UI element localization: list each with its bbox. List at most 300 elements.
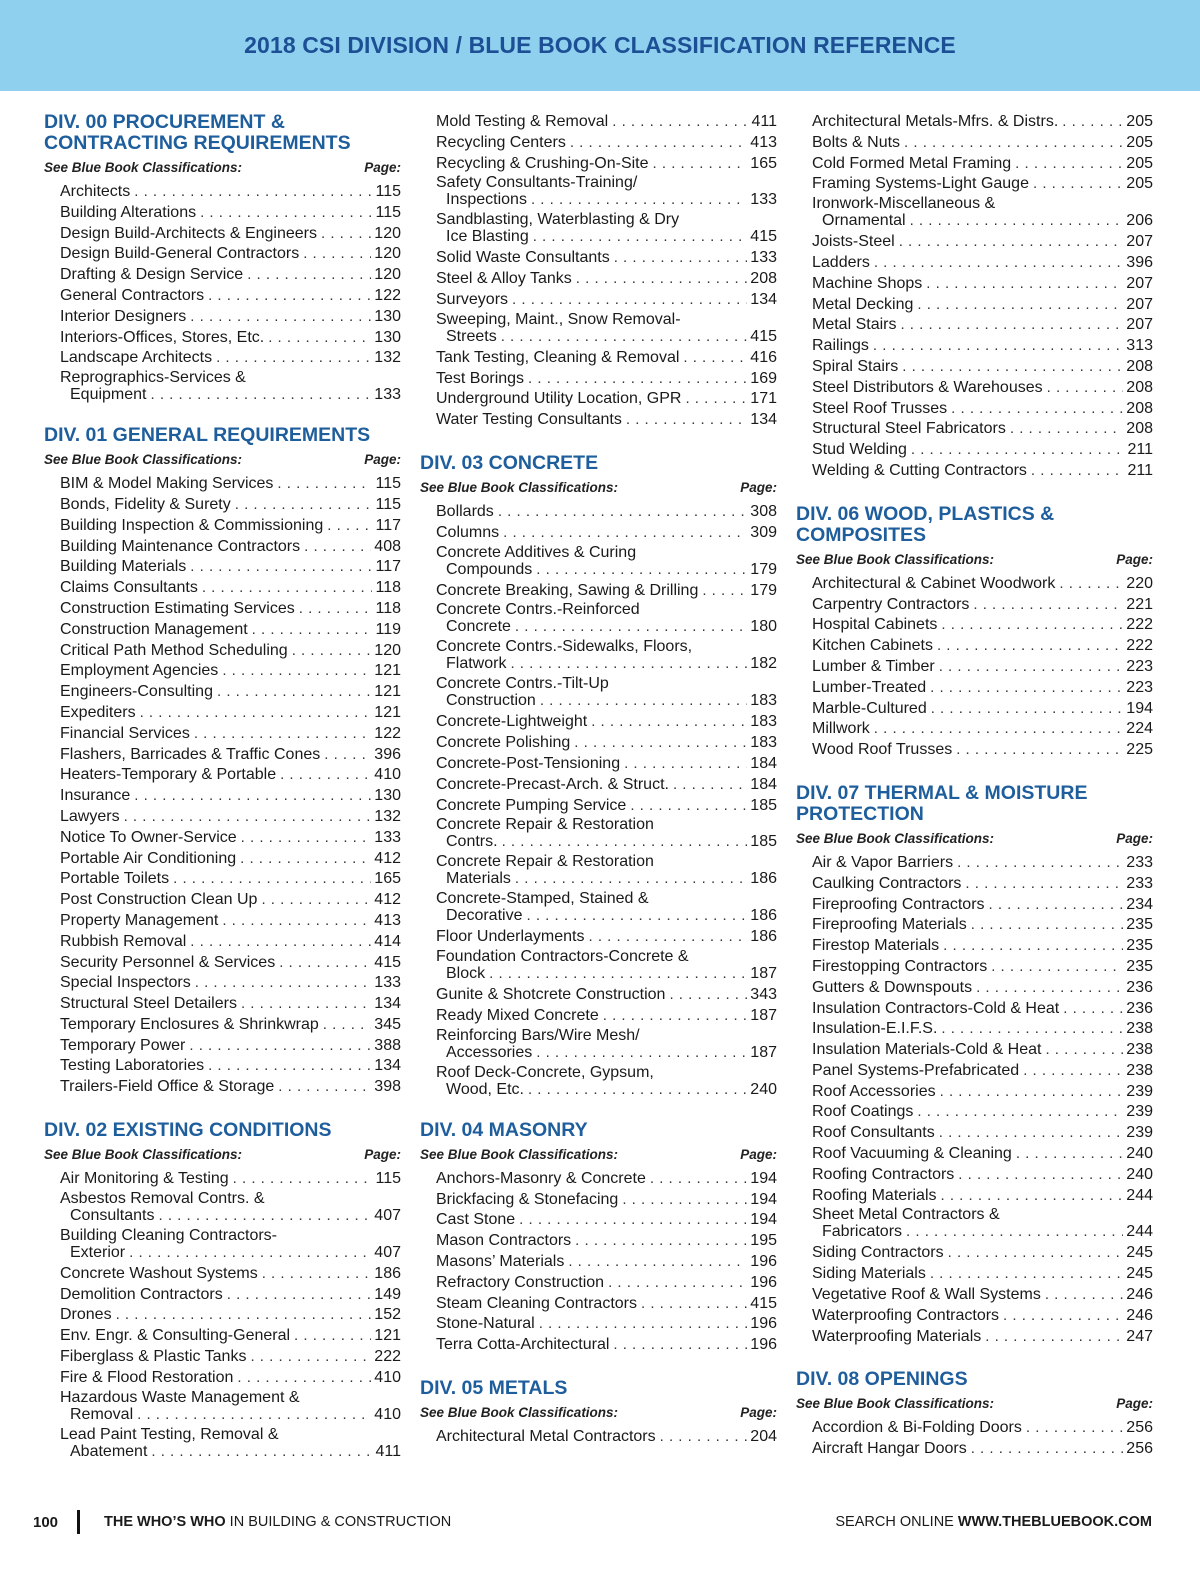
classification-entry[interactable] (812, 357, 1153, 378)
entry-page: 187 (750, 965, 777, 983)
entry-label-continued: Exterior (70, 1243, 126, 1261)
classification-entry[interactable] (60, 1326, 401, 1347)
classification-entry[interactable] (812, 253, 1153, 274)
classification-entry[interactable] (436, 1027, 777, 1061)
dot-leader (190, 932, 371, 953)
entry-row (812, 699, 1153, 720)
classification-entry[interactable] (60, 724, 401, 745)
classification-entry[interactable] (436, 1294, 777, 1315)
classification-entry[interactable] (60, 369, 401, 403)
entry-page: 256 (1126, 1440, 1153, 1458)
classification-entry[interactable] (60, 620, 401, 641)
classification-entry[interactable] (812, 461, 1153, 482)
dot-leader (874, 253, 1123, 274)
dot-leader (241, 994, 371, 1015)
classification-entry[interactable] (60, 1368, 401, 1389)
classification-entry[interactable] (812, 133, 1153, 154)
classification-entry[interactable] (436, 1335, 777, 1356)
classification-entry[interactable] (812, 1040, 1153, 1061)
dot-leader (965, 874, 1123, 895)
entry-page: 180 (750, 618, 777, 636)
entry-label: Vegetative Roof & Wall Systems (812, 1286, 1041, 1304)
dot-leader (151, 386, 372, 403)
classification-entry[interactable] (436, 269, 777, 290)
entry-row (436, 1335, 777, 1356)
entry-row (60, 1368, 401, 1389)
subhead-page-label: Page: (1116, 830, 1153, 846)
entry-label: Concrete Repair & Restoration (436, 853, 654, 871)
classification-entry[interactable] (812, 1186, 1153, 1207)
entry-page: 183 (750, 734, 777, 752)
entry-label: Steel & Alloy Tanks (436, 270, 572, 288)
classification-entry[interactable] (812, 1243, 1153, 1264)
dot-leader (531, 191, 747, 208)
entry-page: 122 (374, 286, 401, 304)
classification-entry[interactable] (60, 1056, 401, 1077)
classification-entry[interactable] (60, 1426, 401, 1460)
entry-label: Asbestos Removal Contrs. & (60, 1189, 265, 1207)
entry-label: Building Materials (60, 558, 187, 576)
classification-entry[interactable] (436, 502, 777, 523)
classification-entry[interactable] (60, 1015, 401, 1036)
classification-entry[interactable] (812, 1327, 1153, 1348)
classification-entry[interactable] (60, 495, 401, 516)
entry-row (436, 1210, 777, 1231)
classification-entry[interactable] (812, 1206, 1153, 1240)
entry-row (60, 973, 401, 994)
entry-label: Construction Management (60, 620, 248, 638)
entry-row (60, 1326, 401, 1347)
entry-page: 313 (1126, 337, 1153, 355)
classification-entry[interactable] (436, 154, 777, 175)
classification-entry[interactable] (812, 154, 1153, 175)
classification-entry[interactable] (812, 719, 1153, 740)
classification-entry[interactable] (436, 1006, 777, 1027)
entry-page: 120 (374, 224, 401, 242)
entry-page: 119 (375, 620, 401, 638)
classification-entry[interactable] (60, 1169, 401, 1190)
dot-leader (321, 224, 371, 245)
classification-entry[interactable] (436, 1210, 777, 1231)
subhead-page-label: Page: (1116, 551, 1153, 567)
entry-page: 194 (750, 1190, 777, 1208)
dot-leader (917, 1102, 1123, 1123)
entry-label: Concrete Breaking, Sawing & Drilling (436, 581, 699, 599)
classification-entry[interactable] (436, 1064, 777, 1098)
classification-list (796, 112, 1153, 482)
classification-entry[interactable] (436, 733, 777, 754)
division-section (420, 112, 777, 431)
dot-leader (227, 1285, 372, 1306)
classification-entry[interactable] (812, 1264, 1153, 1285)
classification-entry[interactable] (60, 557, 401, 578)
classification-entry[interactable] (812, 678, 1153, 699)
classification-entry[interactable] (436, 948, 777, 982)
classification-entry[interactable] (60, 765, 401, 786)
entry-page: 134 (374, 995, 401, 1013)
entry-page: 225 (1126, 741, 1153, 759)
entry-label: Cast Stone (436, 1211, 516, 1229)
entry-row (60, 869, 401, 890)
classification-entry[interactable] (812, 853, 1153, 874)
dot-leader (151, 1443, 372, 1460)
entry-label: Fire & Flood Restoration (60, 1368, 234, 1386)
classification-entry[interactable] (812, 740, 1153, 761)
classification-entry[interactable] (60, 203, 401, 224)
classification-entry[interactable] (60, 1264, 401, 1285)
classification-entry[interactable] (60, 994, 401, 1015)
classification-entry[interactable] (812, 636, 1153, 657)
classification-entry[interactable] (812, 336, 1153, 357)
dot-leader (591, 712, 747, 733)
classification-entry[interactable] (60, 1347, 401, 1368)
dot-leader (173, 869, 371, 890)
classification-entry[interactable] (436, 1190, 777, 1211)
entry-label-continued: Ornamental (822, 212, 906, 230)
classification-entry[interactable] (436, 1169, 777, 1190)
entry-label: Security Personnel & Services (60, 953, 276, 971)
classification-entry[interactable] (436, 581, 777, 602)
classification-entry[interactable] (812, 1019, 1153, 1040)
entry-page: 134 (374, 1057, 401, 1075)
dot-leader (917, 295, 1123, 316)
entry-label: Temporary Enclosures & Shrinkwrap (60, 1015, 319, 1033)
dot-leader (650, 1169, 747, 1190)
classification-entry[interactable] (436, 1427, 777, 1448)
classification-entry[interactable] (436, 638, 777, 672)
entry-row (812, 1264, 1153, 1285)
classification-entry[interactable] (60, 537, 401, 558)
classification-entry[interactable] (60, 1389, 401, 1423)
classification-entry[interactable] (60, 286, 401, 307)
entry-label: Architectural & Cabinet Woodwork (812, 574, 1056, 592)
classification-entry[interactable] (436, 1231, 777, 1252)
classification-entry[interactable] (812, 657, 1153, 678)
entry-page: 121 (374, 683, 401, 701)
classification-entry[interactable] (60, 1227, 401, 1261)
dot-leader (324, 745, 371, 766)
dot-leader (539, 1314, 748, 1335)
classification-entry[interactable] (436, 712, 777, 733)
classification-entry[interactable] (812, 232, 1153, 253)
classification-entry[interactable] (60, 745, 401, 766)
entry-page: 239 (1126, 1082, 1153, 1100)
classification-entry[interactable] (60, 599, 401, 620)
entry-row (812, 1123, 1153, 1144)
dot-leader (501, 328, 748, 345)
classification-entry[interactable] (812, 440, 1153, 461)
entry-row (812, 574, 1153, 595)
classification-list (796, 574, 1153, 761)
entry-row (60, 1347, 401, 1368)
entry-label: Financial Services (60, 724, 190, 742)
entry-page: 186 (374, 1264, 401, 1282)
classification-entry[interactable] (60, 1036, 401, 1057)
classification-entry[interactable] (60, 1305, 401, 1326)
dot-leader (278, 1077, 371, 1098)
entry-page: 120 (374, 266, 401, 284)
entry-label: Railings (812, 337, 869, 355)
classification-entry[interactable] (812, 915, 1153, 936)
entry-label-continued: Construction (446, 692, 536, 710)
classification-entry[interactable] (436, 112, 777, 133)
classification-entry[interactable] (60, 641, 401, 662)
page-title: 2018 CSI DIVISION / BLUE BOOK CLASSIFICATION REFERENCE (244, 32, 956, 58)
classification-entry[interactable] (436, 775, 777, 796)
classification-entry[interactable] (60, 849, 401, 870)
entry-page: 246 (1126, 1286, 1153, 1304)
classification-entry[interactable] (812, 112, 1153, 133)
entry-page: 256 (1126, 1419, 1153, 1437)
classification-entry[interactable] (436, 927, 777, 948)
entry-page: 410 (374, 1405, 401, 1423)
entry-label: Design Build-Architects & Engineers (60, 224, 318, 242)
classification-entry[interactable] (436, 816, 777, 850)
classification-entry[interactable] (812, 699, 1153, 720)
entry-label: Terra Cotta-Architectural (436, 1336, 610, 1354)
classification-entry[interactable] (812, 174, 1153, 195)
entry-row (60, 1285, 401, 1306)
classification-entry[interactable] (60, 1285, 401, 1306)
classification-entry[interactable] (60, 973, 401, 994)
entry-row (812, 1144, 1153, 1165)
entry-page: 222 (374, 1348, 401, 1366)
classification-entry[interactable] (812, 195, 1153, 229)
classification-entry[interactable] (812, 1306, 1153, 1327)
classification-entry[interactable] (436, 1314, 777, 1335)
entry-page: 132 (374, 807, 401, 825)
classification-entry[interactable] (60, 1077, 401, 1098)
classification-entry[interactable] (60, 1190, 401, 1224)
classification-entry[interactable] (812, 274, 1153, 295)
entry-label: Surveyors (436, 290, 509, 308)
entry-page: 207 (1126, 316, 1153, 334)
classification-entry[interactable] (436, 601, 777, 635)
entry-label: Recycling & Crushing-On-Site (436, 154, 649, 172)
entry-page: 208 (1126, 399, 1153, 417)
entry-row (436, 796, 777, 817)
classification-entry[interactable] (436, 248, 777, 269)
entry-label: Roofing Materials (812, 1186, 937, 1204)
entry-label: Masons’ Materials (436, 1252, 565, 1270)
classification-entry[interactable] (60, 182, 401, 203)
classification-entry[interactable] (812, 1061, 1153, 1082)
entry-row (60, 1406, 401, 1423)
classification-entry[interactable] (812, 957, 1153, 978)
entry-page: 235 (1126, 937, 1153, 955)
classification-entry[interactable] (60, 807, 401, 828)
dot-leader (280, 765, 371, 786)
classification-entry[interactable] (436, 1252, 777, 1273)
entry-page: 396 (374, 745, 401, 763)
dot-leader (277, 474, 372, 495)
classification-entry[interactable] (812, 874, 1153, 895)
search-url-link[interactable]: WWW.THEBLUEBOOK.COM (957, 1514, 1152, 1530)
column-2 (420, 112, 777, 1470)
classification-entry[interactable] (812, 574, 1153, 595)
classification-entry[interactable] (812, 1123, 1153, 1144)
classification-entry[interactable] (812, 378, 1153, 399)
entry-page: 222 (1126, 616, 1153, 634)
classification-entry[interactable] (812, 978, 1153, 999)
classification-entry[interactable] (812, 895, 1153, 916)
classification-entry[interactable] (436, 290, 777, 311)
classification-entry[interactable] (812, 1418, 1153, 1439)
entry-label-continued: Fabricators (822, 1223, 903, 1241)
entry-page: 222 (1126, 637, 1153, 655)
classification-entry[interactable] (60, 953, 401, 974)
division-section (796, 1369, 1153, 1460)
entry-page: 211 (1127, 461, 1153, 479)
classification-subhead (420, 1405, 777, 1420)
classification-entry[interactable] (60, 932, 401, 953)
classification-entry[interactable] (60, 474, 401, 495)
classification-entry[interactable] (436, 1273, 777, 1294)
entry-label: Concrete-Post-Tensioning (436, 754, 621, 772)
classification-entry[interactable] (812, 1144, 1153, 1165)
classification-subhead (796, 552, 1153, 567)
entry-row (436, 581, 777, 602)
classification-entry[interactable] (60, 911, 401, 932)
classification-entry[interactable] (812, 419, 1153, 440)
classification-entry[interactable] (60, 307, 401, 328)
division-section (44, 425, 401, 1098)
entry-label: Machine Shops (812, 274, 923, 292)
classification-entry[interactable] (60, 786, 401, 807)
entry-page: 182 (750, 655, 777, 673)
classification-entry[interactable] (812, 399, 1153, 420)
entry-page: 412 (374, 849, 401, 867)
dot-leader (683, 348, 747, 369)
dot-leader (536, 1044, 747, 1061)
classification-entry[interactable] (60, 328, 401, 349)
classification-entry[interactable] (812, 315, 1153, 336)
dot-leader (940, 1082, 1124, 1103)
division-title: DIV. 00 PROCUREMENT & CONTRACTING REQUIREMENTS (44, 111, 351, 154)
classification-entry[interactable] (436, 523, 777, 544)
classification-entry[interactable] (60, 578, 401, 599)
classification-entry[interactable] (60, 244, 401, 265)
entry-page: 196 (750, 1273, 777, 1291)
classification-entry[interactable] (60, 890, 401, 911)
dot-leader (250, 1347, 371, 1368)
entry-page: 411 (751, 113, 777, 130)
entry-label: Sheet Metal Contractors & (812, 1206, 1000, 1224)
footer-divider (77, 1510, 80, 1534)
entry-label: Aircraft Hangar Doors (812, 1440, 967, 1458)
entry-page: 236 (1126, 999, 1153, 1017)
entry-page: 410 (374, 766, 401, 784)
classification-entry[interactable] (436, 174, 777, 208)
entry-page: 134 (750, 290, 777, 308)
entry-row (436, 870, 777, 887)
entry-row (812, 1082, 1153, 1103)
classification-entry[interactable] (812, 1439, 1153, 1460)
classification-entry[interactable] (812, 615, 1153, 636)
entry-row (60, 786, 401, 807)
classification-entry[interactable] (60, 682, 401, 703)
classification-entry[interactable] (812, 999, 1153, 1020)
classification-entry[interactable] (436, 796, 777, 817)
entry-label: Waterproofing Materials (812, 1327, 982, 1345)
classification-entry[interactable] (60, 869, 401, 890)
dot-leader (902, 357, 1123, 378)
classification-entry[interactable] (60, 828, 401, 849)
classification-entry[interactable] (436, 985, 777, 1006)
classification-entry[interactable] (436, 311, 777, 345)
dot-leader (641, 1294, 747, 1315)
classification-entry[interactable] (436, 133, 777, 154)
entry-page: 206 (1126, 212, 1153, 230)
entry-row (436, 754, 777, 775)
classification-entry[interactable] (812, 936, 1153, 957)
classification-entry[interactable] (436, 410, 777, 431)
classification-entry[interactable] (60, 661, 401, 682)
classification-entry[interactable] (436, 369, 777, 390)
classification-entry[interactable] (436, 389, 777, 410)
classification-entry[interactable] (812, 1165, 1153, 1186)
entry-row (436, 1231, 777, 1252)
classification-entry[interactable] (60, 224, 401, 245)
entry-label: Structural Steel Fabricators (812, 420, 1006, 438)
entry-row (436, 369, 777, 390)
classification-entry[interactable] (436, 211, 777, 245)
dot-leader (613, 1335, 747, 1356)
classification-entry[interactable] (60, 516, 401, 537)
entry-page: 407 (374, 1206, 401, 1224)
classification-entry[interactable] (812, 295, 1153, 316)
entry-page: 133 (750, 191, 777, 209)
classification-entry[interactable] (436, 675, 777, 709)
entry-row (812, 378, 1153, 399)
classification-entry[interactable] (60, 265, 401, 286)
entry-label: Spiral Stairs (812, 357, 899, 375)
classification-entry[interactable] (60, 703, 401, 724)
classification-entry[interactable] (812, 1285, 1153, 1306)
entry-label: Floor Underlayments (436, 928, 585, 946)
entry-label: Flashers, Barricades & Traffic Cones (60, 745, 321, 763)
dot-leader (624, 754, 747, 775)
entry-label-continued: Contrs. (446, 833, 498, 851)
entry-label: Concrete-Stamped, Stained & (436, 890, 649, 908)
entry-row (436, 348, 777, 369)
entry-label: Rubbish Removal (60, 932, 187, 950)
entry-page: 120 (374, 245, 401, 263)
entry-label: Recycling Centers (436, 133, 566, 151)
entry-page: 187 (750, 1006, 777, 1024)
entry-label: Roof Accessories (812, 1082, 936, 1100)
entry-row (812, 232, 1153, 253)
subhead-label: See Blue Book Classifications: (44, 452, 243, 468)
header-banner (0, 0, 1200, 91)
classification-entry[interactable] (436, 754, 777, 775)
dot-leader (926, 274, 1123, 295)
dot-leader (1047, 378, 1124, 399)
entry-row (60, 953, 401, 974)
classification-subhead (44, 1147, 401, 1162)
classification-entry[interactable] (436, 853, 777, 887)
classification-entry[interactable] (436, 348, 777, 369)
entry-page: 121 (374, 703, 401, 721)
entry-page: 195 (750, 1232, 777, 1250)
classification-entry[interactable] (436, 544, 777, 578)
classification-entry[interactable] (812, 1082, 1153, 1103)
classification-entry[interactable] (436, 890, 777, 924)
classification-entry[interactable] (60, 348, 401, 369)
entry-row (436, 965, 777, 982)
classification-entry[interactable] (812, 1102, 1153, 1123)
classification-entry[interactable] (812, 595, 1153, 616)
